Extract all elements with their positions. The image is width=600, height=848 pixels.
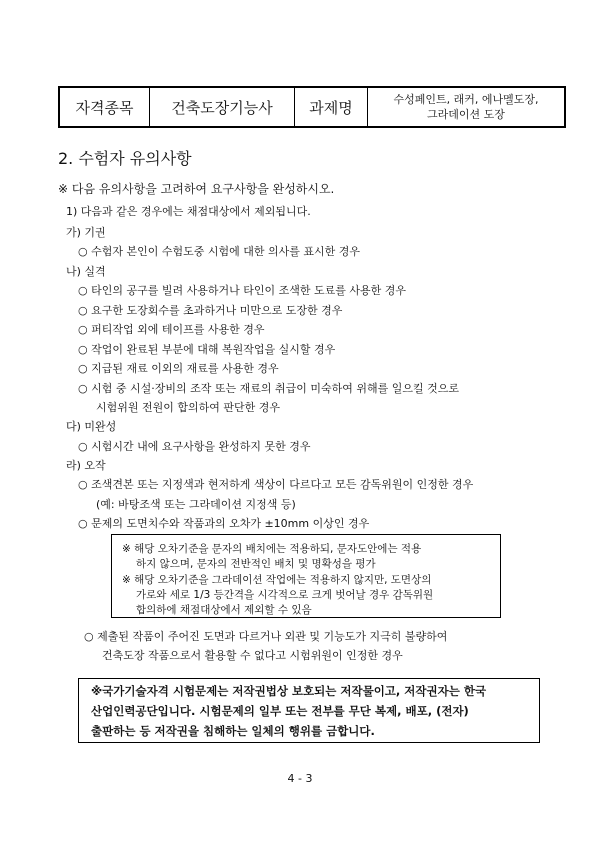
list-item: ○ 문제의 도면치수와 작품과의 오차가 ±10mm 이상인 경우 [78,517,370,530]
list-item: ○ 조색견본 또는 지정색과 현저하게 색상이 다르다고 모든 감독위원이 인정한 경우 [78,478,474,491]
cert-label: 자격종목 [60,88,150,126]
sub-heading: 라) 오작 [66,459,106,472]
copyright-line: 출판하는 등 저작권을 침해하는 일체의 행위를 금합니다. [91,724,375,738]
list-item: ○ 지급된 재료 이외의 재료를 사용한 경우 [78,362,279,375]
note-line: ※ 해당 오차기준을 그라데이션 작업에는 적용하지 않지만, 도면상의 [122,574,432,586]
list-item: ○ 제출된 작품이 주어진 도면과 다르거나 외관 및 기능도가 지극히 불량하여 [84,630,448,643]
section-title: 2. 수험자 유의사항 [58,149,192,168]
list-item: ○ 시험시간 내에 요구사항을 완성하지 못한 경우 [78,440,311,453]
list-item: ○ 요구한 도장회수를 초과하거나 미만으로 도장한 경우 [78,304,343,317]
list-item: ○ 시험 중 시설·장비의 조작 또는 재료의 취급이 미숙하여 위해를 일으킬 것으로 [78,382,459,395]
copyright-line: ※국가기술자격 시험문제는 저작권법상 보호되는 저작물이고, 저작권자는 한국 [91,684,487,698]
list-item: ○ 퍼티작업 외에 테이프를 사용한 경우 [78,323,265,336]
sub-heading: 나) 실격 [66,265,106,278]
list-item-continuation: 시험위원 전원이 합의하여 판단한 경우 [96,401,281,414]
copyright-box [78,678,540,743]
task-name [368,88,564,126]
notice-text: ※ 다음 유의사항을 고려하여 요구사항을 완성하시오. [58,182,335,196]
item-heading: 1) 다음과 같은 경우에는 채점대상에서 제외됩니다. [66,205,311,218]
copyright-line: 산업인력공단입니다. 시험문제의 일부 또는 전부를 무단 복제, 배포, (전자) [91,704,469,718]
note-line: 가로와 세로 1/3 등간격을 시각적으로 크게 벗어날 경우 감독위원 [136,589,434,601]
note-line: 합의하에 채점대상에서 제외할 수 있음 [136,604,312,616]
task-label: 과제명 [295,88,368,126]
list-item: ○ 작업이 완료된 부분에 대해 복원작업을 실시할 경우 [78,343,336,356]
sub-heading: 가) 기권 [66,226,106,239]
task-name-line2: 그라데이션 도장 [427,108,505,121]
header-table [58,86,566,128]
sub-heading: 다) 미완성 [66,420,117,433]
note-line: ※ 해당 오차기준을 문자의 배치에는 적용하되, 문자도안에는 적용 [122,543,422,555]
task-name-line1: 수성페인트, 래커, 에나멜도장, [393,93,539,106]
page-number: 4 - 3 [287,772,313,785]
list-item-continuation: 건축도장 작품으로서 활용할 수 없다고 시험위원이 인정한 경우 [102,649,403,662]
note-box [111,534,501,618]
list-item: ○ 타인의 공구를 빌려 사용하거나 타인이 조색한 도료를 사용한 경우 [78,284,406,297]
cert-name: 건축도장기능사 [150,88,295,126]
list-item: ○ 수험자 본인이 수험도중 시험에 대한 의사를 표시한 경우 [78,245,360,258]
list-item-continuation: (예: 바탕조색 또는 그라데이션 지정색 등) [96,498,296,511]
note-line: 하지 않으며, 문자의 전반적인 배치 및 명확성을 평가 [136,558,376,570]
